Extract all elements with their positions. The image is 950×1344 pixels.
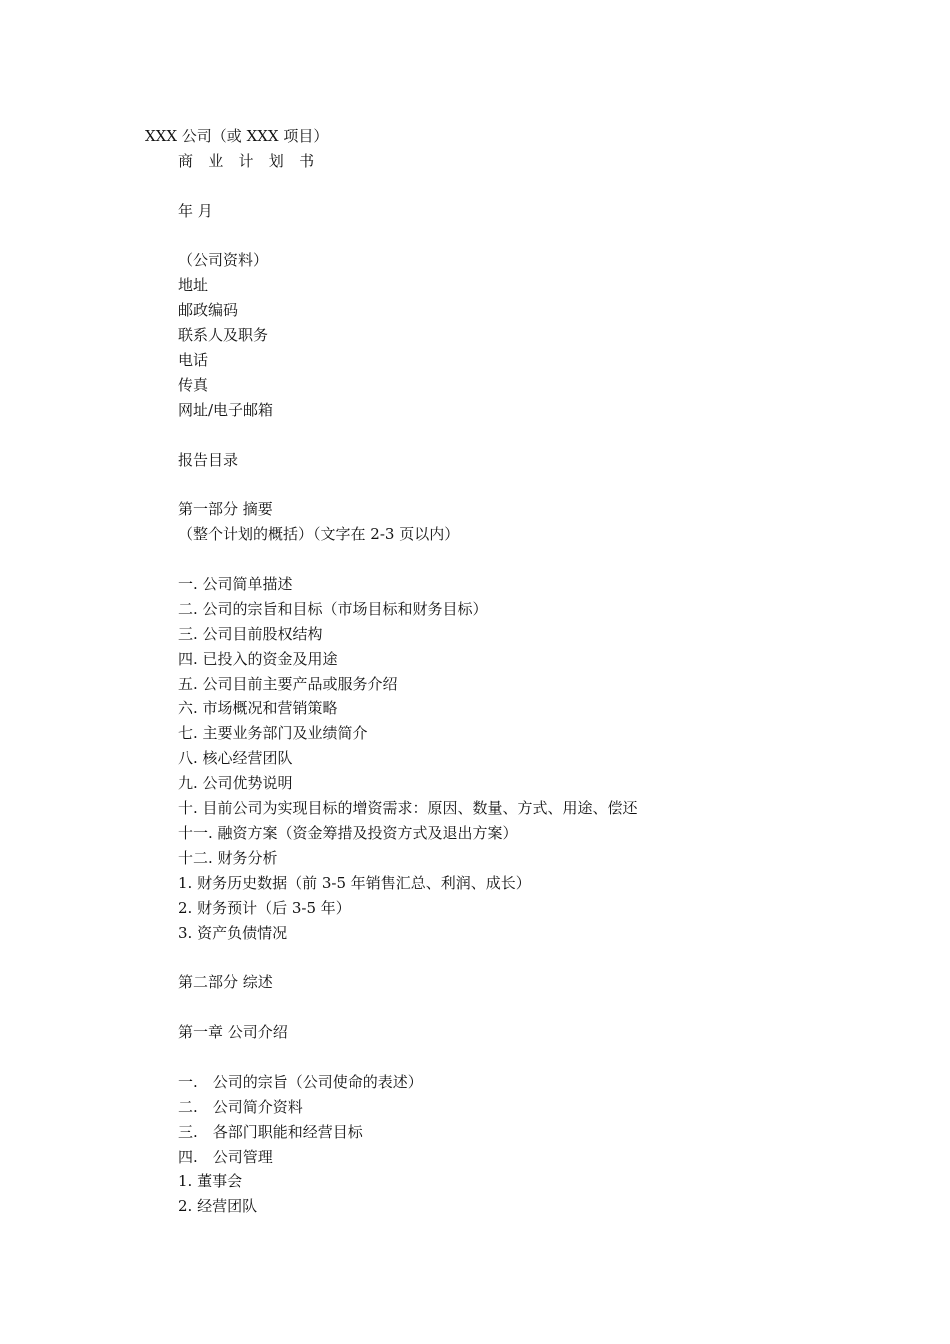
chapter1-item: 2. 经营团队 bbox=[178, 1197, 258, 1216]
chapter1-item: 二. 公司简介资料 bbox=[178, 1097, 303, 1116]
blank-line bbox=[178, 472, 878, 497]
company-info-field: 电话 bbox=[178, 351, 209, 370]
part1-item: 十二. 财务分析 bbox=[178, 848, 278, 867]
document-title: XXX 公司（或 XXX 项目） bbox=[145, 127, 329, 145]
document-date: 年 月 bbox=[178, 201, 213, 220]
blank-line bbox=[178, 945, 878, 970]
chapter1-title: 第一章 公司介绍 bbox=[178, 1023, 288, 1042]
company-info-heading: （公司资料） bbox=[178, 251, 269, 270]
part1-item: 八. 核心经营团队 bbox=[178, 749, 293, 768]
chapter1-item: 四. 公司管理 bbox=[178, 1147, 273, 1166]
company-info-field: 地址 bbox=[178, 276, 209, 295]
part2-title: 第二部分 综述 bbox=[178, 973, 273, 992]
blank-line bbox=[178, 1045, 878, 1070]
part1-item: 一. 公司简单描述 bbox=[178, 575, 293, 594]
chapter1-item: 三. 各部门职能和经营目标 bbox=[178, 1122, 363, 1141]
part1-item: 九. 公司优势说明 bbox=[178, 774, 293, 793]
blank-line bbox=[178, 995, 878, 1020]
blank-line bbox=[178, 423, 878, 448]
blank-line bbox=[178, 547, 878, 572]
part1-item: 六. 市场概况和营销策略 bbox=[178, 699, 338, 718]
part1-item: 三. 公司目前股权结构 bbox=[178, 624, 323, 643]
blank-line bbox=[178, 224, 878, 249]
part1-item: 1. 财务历史数据（前 3-5 年销售汇总、利润、成长） bbox=[178, 873, 531, 892]
blank-line bbox=[178, 174, 878, 199]
part1-item: 四. 已投入的资金及用途 bbox=[178, 649, 338, 668]
toc-heading: 报告目录 bbox=[178, 450, 239, 469]
part1-item: 五. 公司目前主要产品或服务介绍 bbox=[178, 674, 398, 693]
part1-note: （整个计划的概括）（文字在 2-3 页以内） bbox=[178, 525, 460, 544]
company-info-field: 传真 bbox=[178, 375, 209, 394]
company-info-field: 网址/电子邮箱 bbox=[178, 400, 274, 419]
part1-item: 二. 公司的宗旨和目标（市场目标和财务目标） bbox=[178, 599, 488, 618]
part1-item: 3. 资产负债情况 bbox=[178, 923, 288, 942]
part1-title: 第一部分 摘要 bbox=[178, 500, 273, 519]
document-subtitle: 商 业 计 划 书 bbox=[178, 151, 320, 170]
chapter1-item: 1. 董事会 bbox=[178, 1172, 243, 1191]
part1-item: 2. 财务预计（后 3-5 年） bbox=[178, 898, 351, 917]
document-body bbox=[145, 124, 878, 1219]
part1-item: 十一. 融资方案（资金筹措及投资方式及退出方案） bbox=[178, 823, 518, 842]
part1-item: 七. 主要业务部门及业绩简介 bbox=[178, 724, 368, 743]
company-info-field: 联系人及职务 bbox=[178, 326, 269, 345]
company-info-field: 邮政编码 bbox=[178, 301, 239, 320]
chapter1-item: 一. 公司的宗旨（公司使命的表述） bbox=[178, 1072, 423, 1091]
part1-item: 十. 目前公司为实现目标的增资需求：原因、数量、方式、用途、偿还 bbox=[178, 799, 638, 818]
